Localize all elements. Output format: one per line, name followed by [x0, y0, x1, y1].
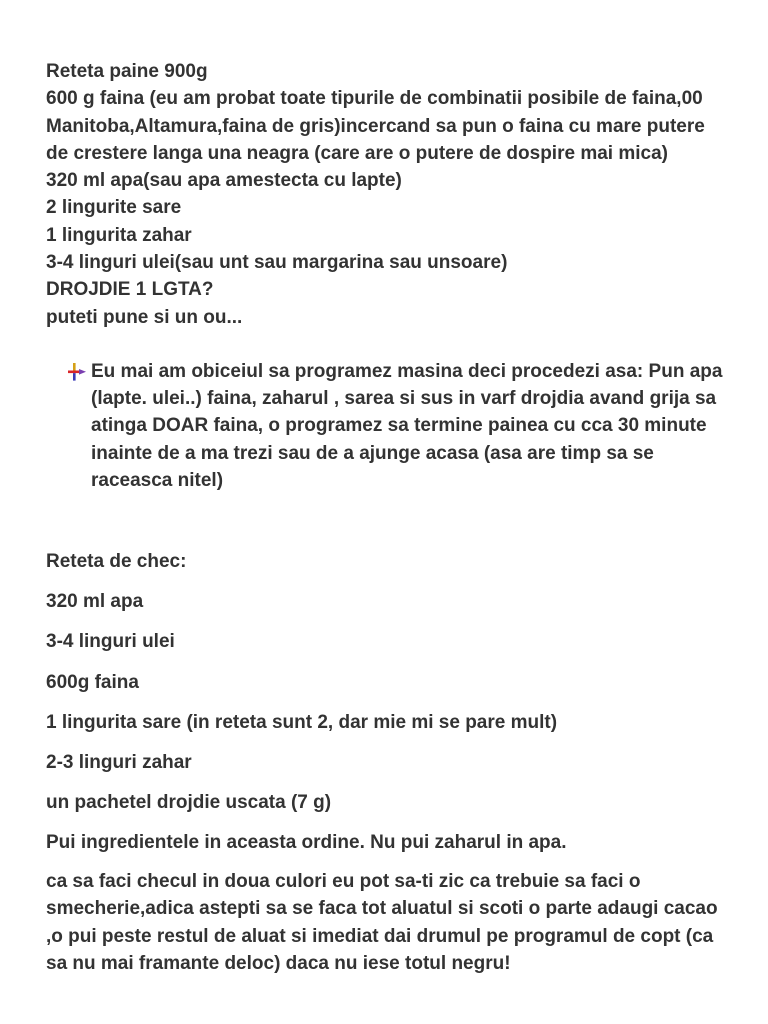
- chec-tip-line: ca sa faci checul in doua culori eu pot sa-ti zic ca trebuie sa faci o: [46, 871, 641, 892]
- chec-tip-line: sa nu mai framante deloc) daca nu iese totul negru!: [46, 952, 511, 974]
- bread-recipe-line: 2 lingurite sare: [46, 197, 182, 219]
- tip-line: Eu mai am obiceiul sa programez masina deci procedezi asa: Pun apa: [91, 361, 723, 382]
- bread-recipe-line: 3-4 linguri ulei(sau unt sau margarina sau unsoare): [46, 252, 508, 274]
- bread-recipe-line: DROJDIE 1 LGTA?: [46, 279, 214, 301]
- bread-recipe-line: puteti pune si un ou...: [46, 306, 243, 328]
- chec-recipe-item: un pachetel drojdie uscata (7 g): [46, 792, 332, 814]
- bread-recipe-line: de crestere langa una neagra (care are o putere de dospire mai mica): [46, 142, 668, 164]
- pushpin-plus-icon: [67, 363, 87, 381]
- chec-recipe-item: 2-3 linguri zahar: [46, 751, 192, 773]
- chec-recipe-item: 600g faina: [46, 671, 139, 693]
- chec-recipe-item: 1 lingurita sare (in reteta sunt 2, dar mie mi se pare mult): [46, 711, 558, 733]
- bread-recipe-line: 600 g faina (eu am probat toate tipurile de combinatii posibile de faina,00: [46, 88, 703, 110]
- chec-tip-line: ,o pui peste restul de aluat si imediat dai drumul pe programul de copt (ca: [46, 925, 714, 947]
- chec-tip-line: smecherie,adica astepti sa se faca tot aluatul si scoti o parte adaugi cacao: [46, 898, 718, 920]
- chec-recipe-item: 3-4 linguri ulei: [46, 631, 175, 653]
- tip-line: inainte de a ma trezi sau de a ajunge acasa (asa are timp sa se: [91, 442, 654, 464]
- bread-recipe: [46, 58, 758, 331]
- tip-line: (lapte. ulei..) faina, zaharul , sarea si sus in varf drojdia avand grija sa: [91, 388, 717, 410]
- bread-recipe-line: 1 lingurita zahar: [46, 224, 192, 246]
- chec-recipe: [46, 548, 758, 974]
- tip-text: [91, 358, 767, 494]
- bread-recipe-line: Manitoba,Altamura,faina de gris)incercand sa pun o faina cu mare putere: [46, 115, 705, 137]
- bread-recipe-title: Reteta paine 900g: [46, 61, 208, 82]
- chec-recipe-item: Pui ingredientele in aceasta ordine. Nu pui zaharul in apa.: [46, 832, 567, 854]
- chec-recipe-title: Reteta de chec:: [46, 551, 187, 572]
- chec-recipe-item: 320 ml apa: [46, 591, 144, 613]
- bread-recipe-line: 320 ml apa(sau apa amestecta cu lapte): [46, 170, 402, 192]
- tip-line: atinga DOAR faina, o programez sa termine painea cu cca 30 minute: [91, 415, 707, 437]
- chec-two-color-tip: [46, 868, 758, 977]
- tip-line: raceasca nitel): [91, 469, 224, 491]
